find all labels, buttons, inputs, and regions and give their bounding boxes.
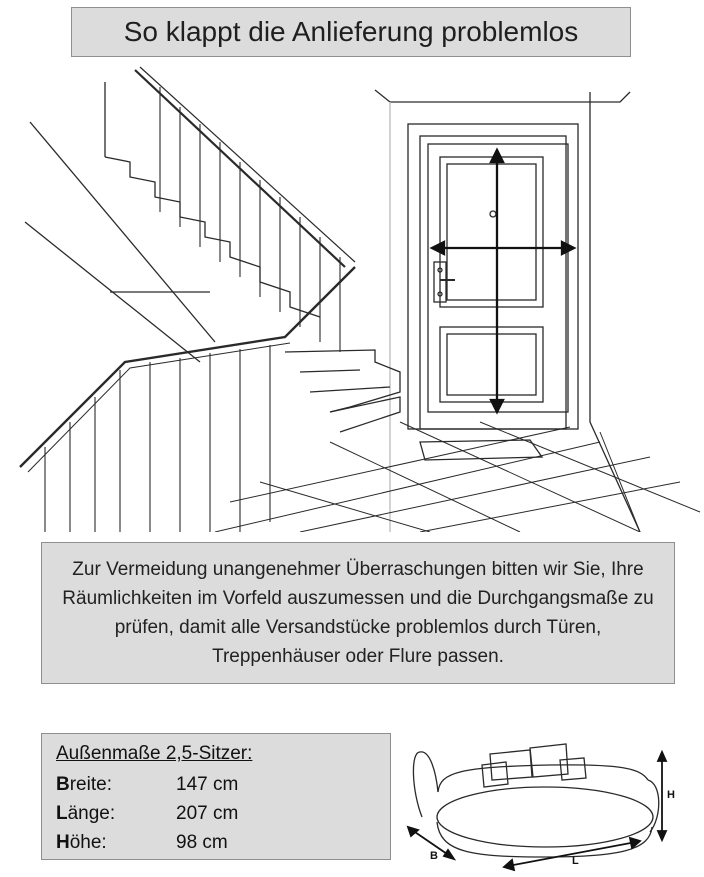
dimension-row-hoehe (56, 828, 376, 857)
dimension-label: Breite: (56, 774, 112, 795)
upper-stair-steps (105, 82, 320, 317)
dimension-value: 98 cm (176, 832, 228, 853)
dimensions-box (41, 733, 391, 860)
info-text: Zur Vermeidung unangenehmer Überraschungen bitten wir Sie, Ihre Räumlichkeiten im Vorfeld auszumessen und die Durchgangsmaße zu prüfen, damit alle Versandstücke problemlos durch Türen, Treppenhäuser oder Flure passen. (62, 559, 654, 667)
floor-tiles (215, 422, 700, 532)
doormat (420, 440, 542, 460)
page-title (71, 7, 631, 57)
dimension-label: Höhe: (56, 832, 107, 853)
upper-balusters (160, 87, 340, 352)
lower-balusters (45, 345, 270, 532)
dimension-row-laenge (56, 799, 376, 828)
dimension-value: 147 cm (176, 774, 239, 795)
lower-stair-steps (285, 350, 400, 432)
sofa-illustration (400, 732, 695, 872)
dimensions-heading: Außenmaße 2,5-Sitzer: (56, 743, 253, 764)
page-title-text: So klappt die Anlieferung problemlos (123, 16, 579, 47)
sofa-length-label: L (572, 855, 579, 867)
info-box (41, 542, 675, 684)
dimension-value: 207 cm (176, 803, 239, 824)
door (408, 124, 578, 429)
dimension-row-breite (56, 770, 376, 799)
staircase-door-illustration (0, 62, 704, 532)
dimension-label: Länge: (56, 803, 116, 824)
sofa-height-label: H (667, 789, 675, 801)
sofa-breadth-label: B (430, 850, 438, 862)
